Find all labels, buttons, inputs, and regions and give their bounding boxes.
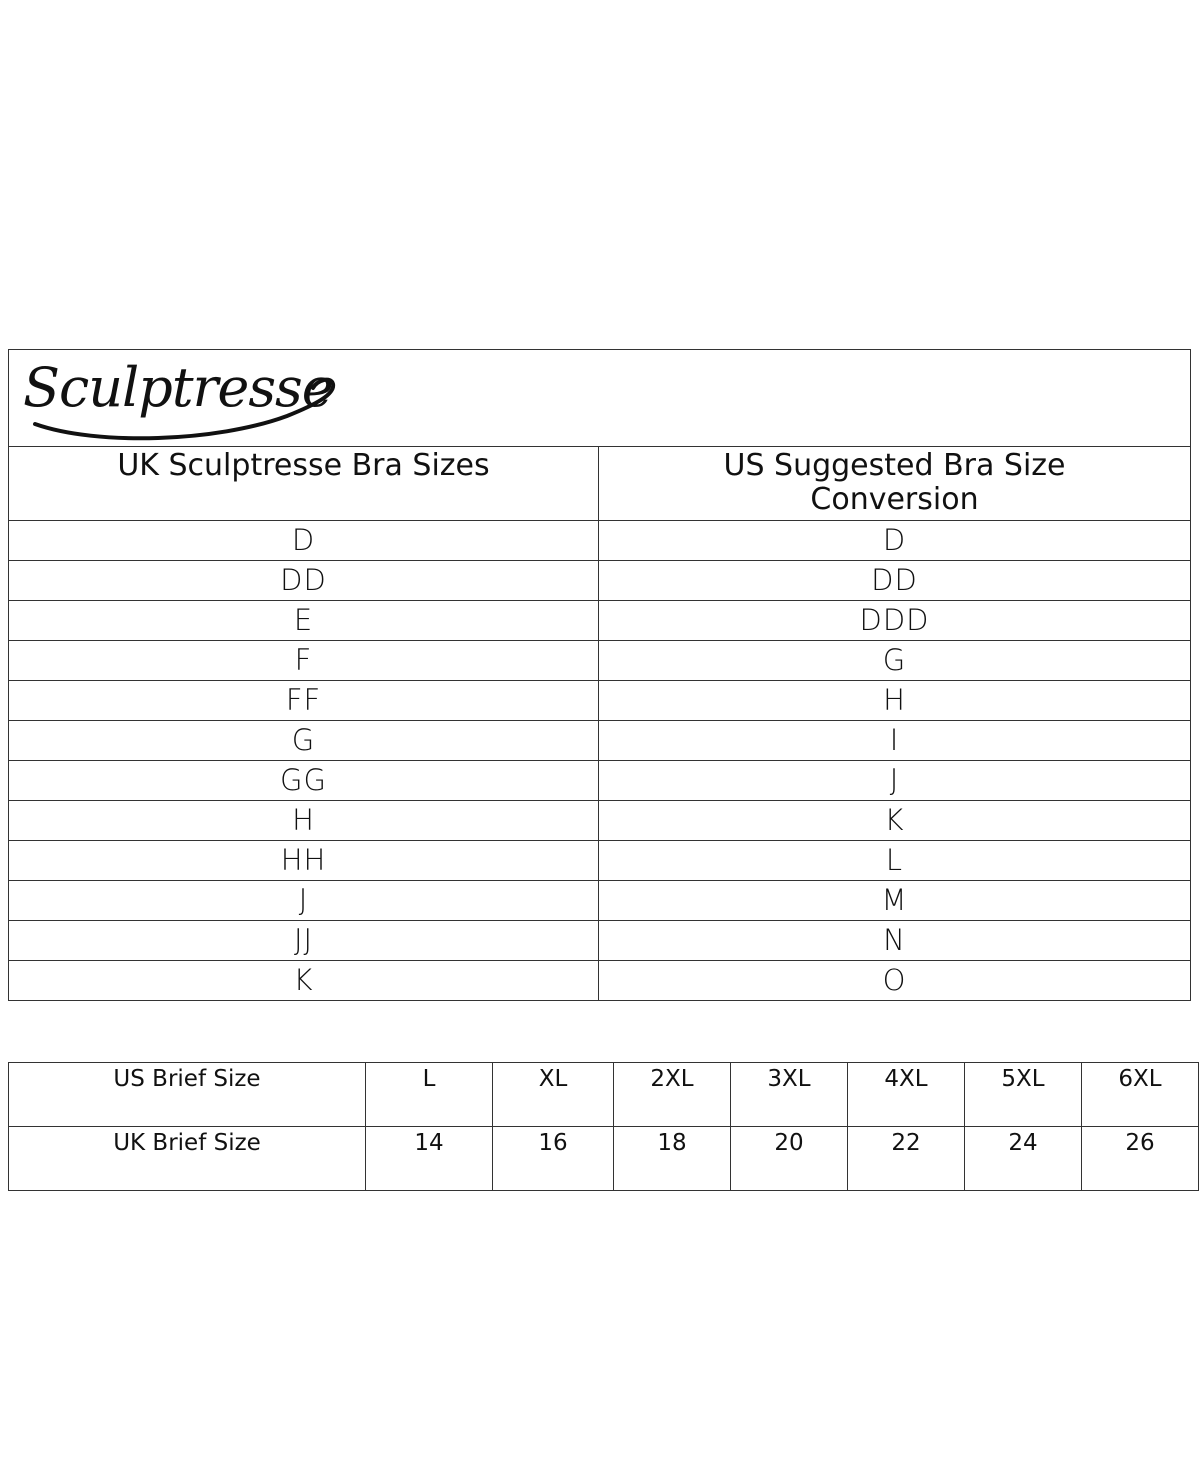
us-brief-size: XL (493, 1063, 614, 1127)
uk-bra-size: H (9, 801, 599, 841)
us-bra-size: J (599, 761, 1191, 801)
uk-brief-label: UK Brief Size (9, 1127, 366, 1191)
uk-brief-size: 26 (1082, 1127, 1199, 1191)
us-bra-size: K (599, 801, 1191, 841)
brief-size-conversion-table (8, 1062, 1199, 1191)
uk-bra-size: F (9, 641, 599, 681)
brand-logo (9, 350, 349, 446)
table-row (9, 921, 1191, 961)
us-bra-size: I (599, 721, 1191, 761)
uk-bra-size: DD (9, 561, 599, 601)
logo-cell (9, 350, 1191, 447)
us-bra-size: H (599, 681, 1191, 721)
us-bra-size: O (599, 961, 1191, 1001)
table-row (9, 841, 1191, 881)
uk-bra-size: D (9, 521, 599, 561)
bra-header-row (9, 447, 1191, 521)
us-bra-header (599, 447, 1191, 521)
us-brief-size: 3XL (731, 1063, 848, 1127)
uk-bra-header-text: UK Sculptresse Bra Sizes (117, 448, 490, 483)
us-bra-size: M (599, 881, 1191, 921)
table-row (9, 801, 1191, 841)
us-bra-size: DDD (599, 601, 1191, 641)
table-row (9, 881, 1191, 921)
uk-bra-header (9, 447, 599, 521)
uk-brief-size: 20 (731, 1127, 848, 1191)
us-brief-size: 2XL (614, 1063, 731, 1127)
uk-brief-size: 18 (614, 1127, 731, 1191)
uk-bra-size: K (9, 961, 599, 1001)
us-bra-size: L (599, 841, 1191, 881)
bra-size-conversion-table (8, 349, 1191, 1001)
us-brief-size: 5XL (965, 1063, 1082, 1127)
uk-bra-size: HH (9, 841, 599, 881)
us-bra-size: DD (599, 561, 1191, 601)
uk-bra-size: G (9, 721, 599, 761)
table-row (9, 601, 1191, 641)
uk-bra-size: JJ (9, 921, 599, 961)
table-row (9, 961, 1191, 1001)
us-bra-size: G (599, 641, 1191, 681)
uk-bra-size: GG (9, 761, 599, 801)
uk-brief-size: 14 (366, 1127, 493, 1191)
table-row (9, 761, 1191, 801)
us-bra-header-line2: Conversion (810, 482, 979, 517)
uk-brief-size: 24 (965, 1127, 1082, 1191)
us-brief-size: L (366, 1063, 493, 1127)
us-brief-size: 4XL (848, 1063, 965, 1127)
uk-bra-size: J (9, 881, 599, 921)
table-row (9, 721, 1191, 761)
logo-row (9, 350, 1191, 447)
table-row (9, 681, 1191, 721)
us-bra-size: D (599, 521, 1191, 561)
uk-bra-size: FF (9, 681, 599, 721)
table-row (9, 641, 1191, 681)
uk-brief-row (9, 1127, 1199, 1191)
uk-brief-size: 16 (493, 1127, 614, 1191)
us-brief-size: 6XL (1082, 1063, 1199, 1127)
uk-bra-size: E (9, 601, 599, 641)
table-row (9, 521, 1191, 561)
us-brief-label: US Brief Size (9, 1063, 366, 1127)
table-row (9, 561, 1191, 601)
us-bra-size: N (599, 921, 1191, 961)
us-brief-row (9, 1063, 1199, 1127)
logo-wordmark: Sculptresse (23, 356, 333, 419)
us-bra-header-line1: US Suggested Bra Size (723, 448, 1066, 483)
uk-brief-size: 22 (848, 1127, 965, 1191)
sculptresse-logo (17, 354, 347, 444)
